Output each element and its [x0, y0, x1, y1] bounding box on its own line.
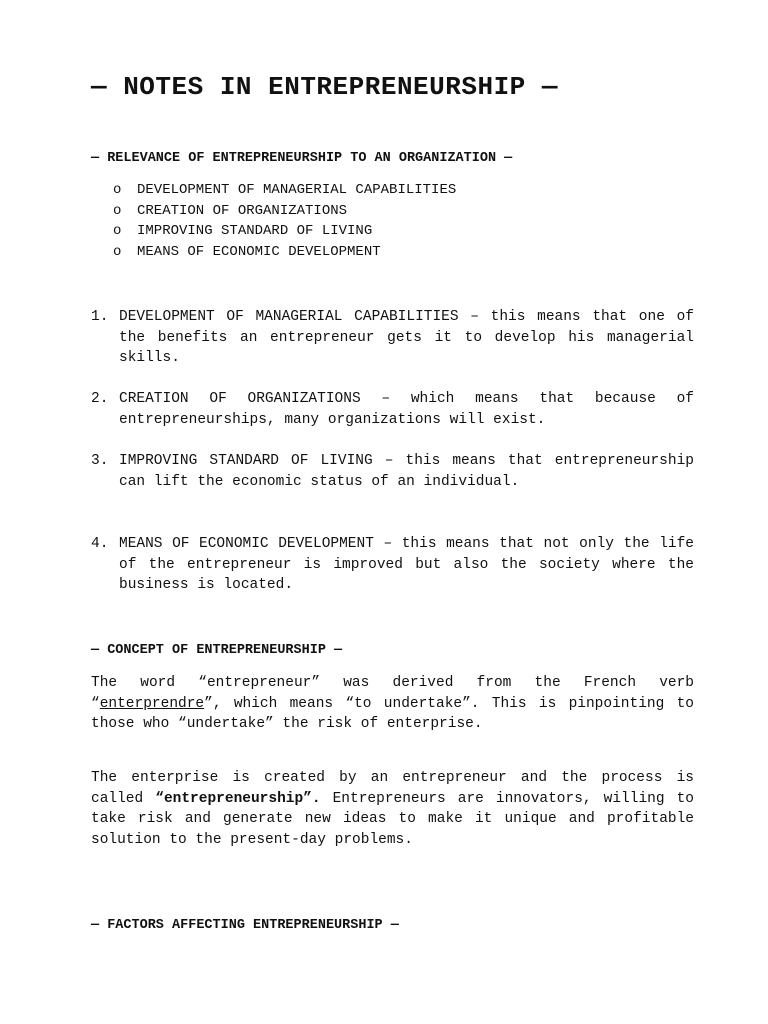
bullet-marker: o: [113, 243, 122, 260]
list-item: [113, 242, 456, 263]
list-item: [113, 221, 456, 242]
bullet-text: IMPROVING STANDARD OF LIVING: [137, 223, 373, 239]
underlined-term: enterprendre: [99, 695, 205, 712]
section-heading-relevance: — RELEVANCE OF ENTREPRENEURSHIP TO AN ORGANIZATION —: [91, 151, 513, 166]
document-title: — NOTES IN ENTREPRENEURSHIP —: [91, 72, 558, 102]
section-heading-factors: — FACTORS AFFECTING ENTREPRENEURSHIP —: [91, 918, 399, 933]
bullet-text: CREATION OF ORGANIZATIONS: [137, 202, 348, 219]
concept-paragraph-1: [91, 673, 694, 735]
bold-term: “entrepreneurship”.: [155, 790, 321, 807]
item-text: IMPROVING STANDARD OF LIVING – this means that entrepreneurship can lift the economic status of an individual.: [119, 453, 694, 490]
item-number: 3.: [91, 453, 109, 469]
relevance-bullet-list: [113, 180, 456, 262]
list-item: [113, 180, 456, 201]
bullet-marker: o: [113, 182, 122, 198]
numbered-item: [91, 534, 694, 596]
numbered-item: [91, 389, 694, 430]
paragraph-text: ”, which means “to undertake”. This is pinpointing to those who “undertake” the risk of enterprise.: [91, 695, 694, 733]
bullet-marker: o: [113, 223, 122, 239]
paragraph-text: The word “entrepreneur” was derived from the French verb “: [91, 675, 694, 712]
item-number: 2.: [91, 391, 109, 407]
concept-paragraph-2: [91, 768, 694, 851]
section-heading-concept: — CONCEPT OF ENTREPRENEURSHIP —: [91, 643, 343, 658]
bullet-marker: o: [113, 202, 122, 219]
paragraph-text: Entrepreneurs are innovators, willing to take risk and generate new ideas to make it unique and profitable solution to the present-day problems.: [91, 790, 694, 849]
item-number: 1.: [91, 309, 109, 325]
bullet-text: DEVELOPMENT OF MANAGERIAL CAPABILITIES: [137, 182, 457, 198]
numbered-item: [91, 307, 694, 369]
item-text: MEANS OF ECONOMIC DEVELOPMENT – this means that not only the life of the entrepreneur is improved but also the society where the business is located.: [119, 536, 694, 594]
paragraph-text: The enterprise is created by an entrepreneur and the process is called: [91, 770, 694, 807]
numbered-item: [91, 451, 694, 492]
list-item: [113, 201, 456, 222]
item-number: 4.: [91, 536, 109, 552]
bullet-text: MEANS OF ECONOMIC DEVELOPMENT: [137, 243, 381, 260]
item-text: CREATION OF ORGANIZATIONS – which means that because of entrepreneurships, many organizations will exist.: [119, 391, 694, 428]
item-text: DEVELOPMENT OF MANAGERIAL CAPABILITIES – this means that one of the benefits an entrepreneur gets it to develop his managerial skills.: [119, 309, 694, 367]
